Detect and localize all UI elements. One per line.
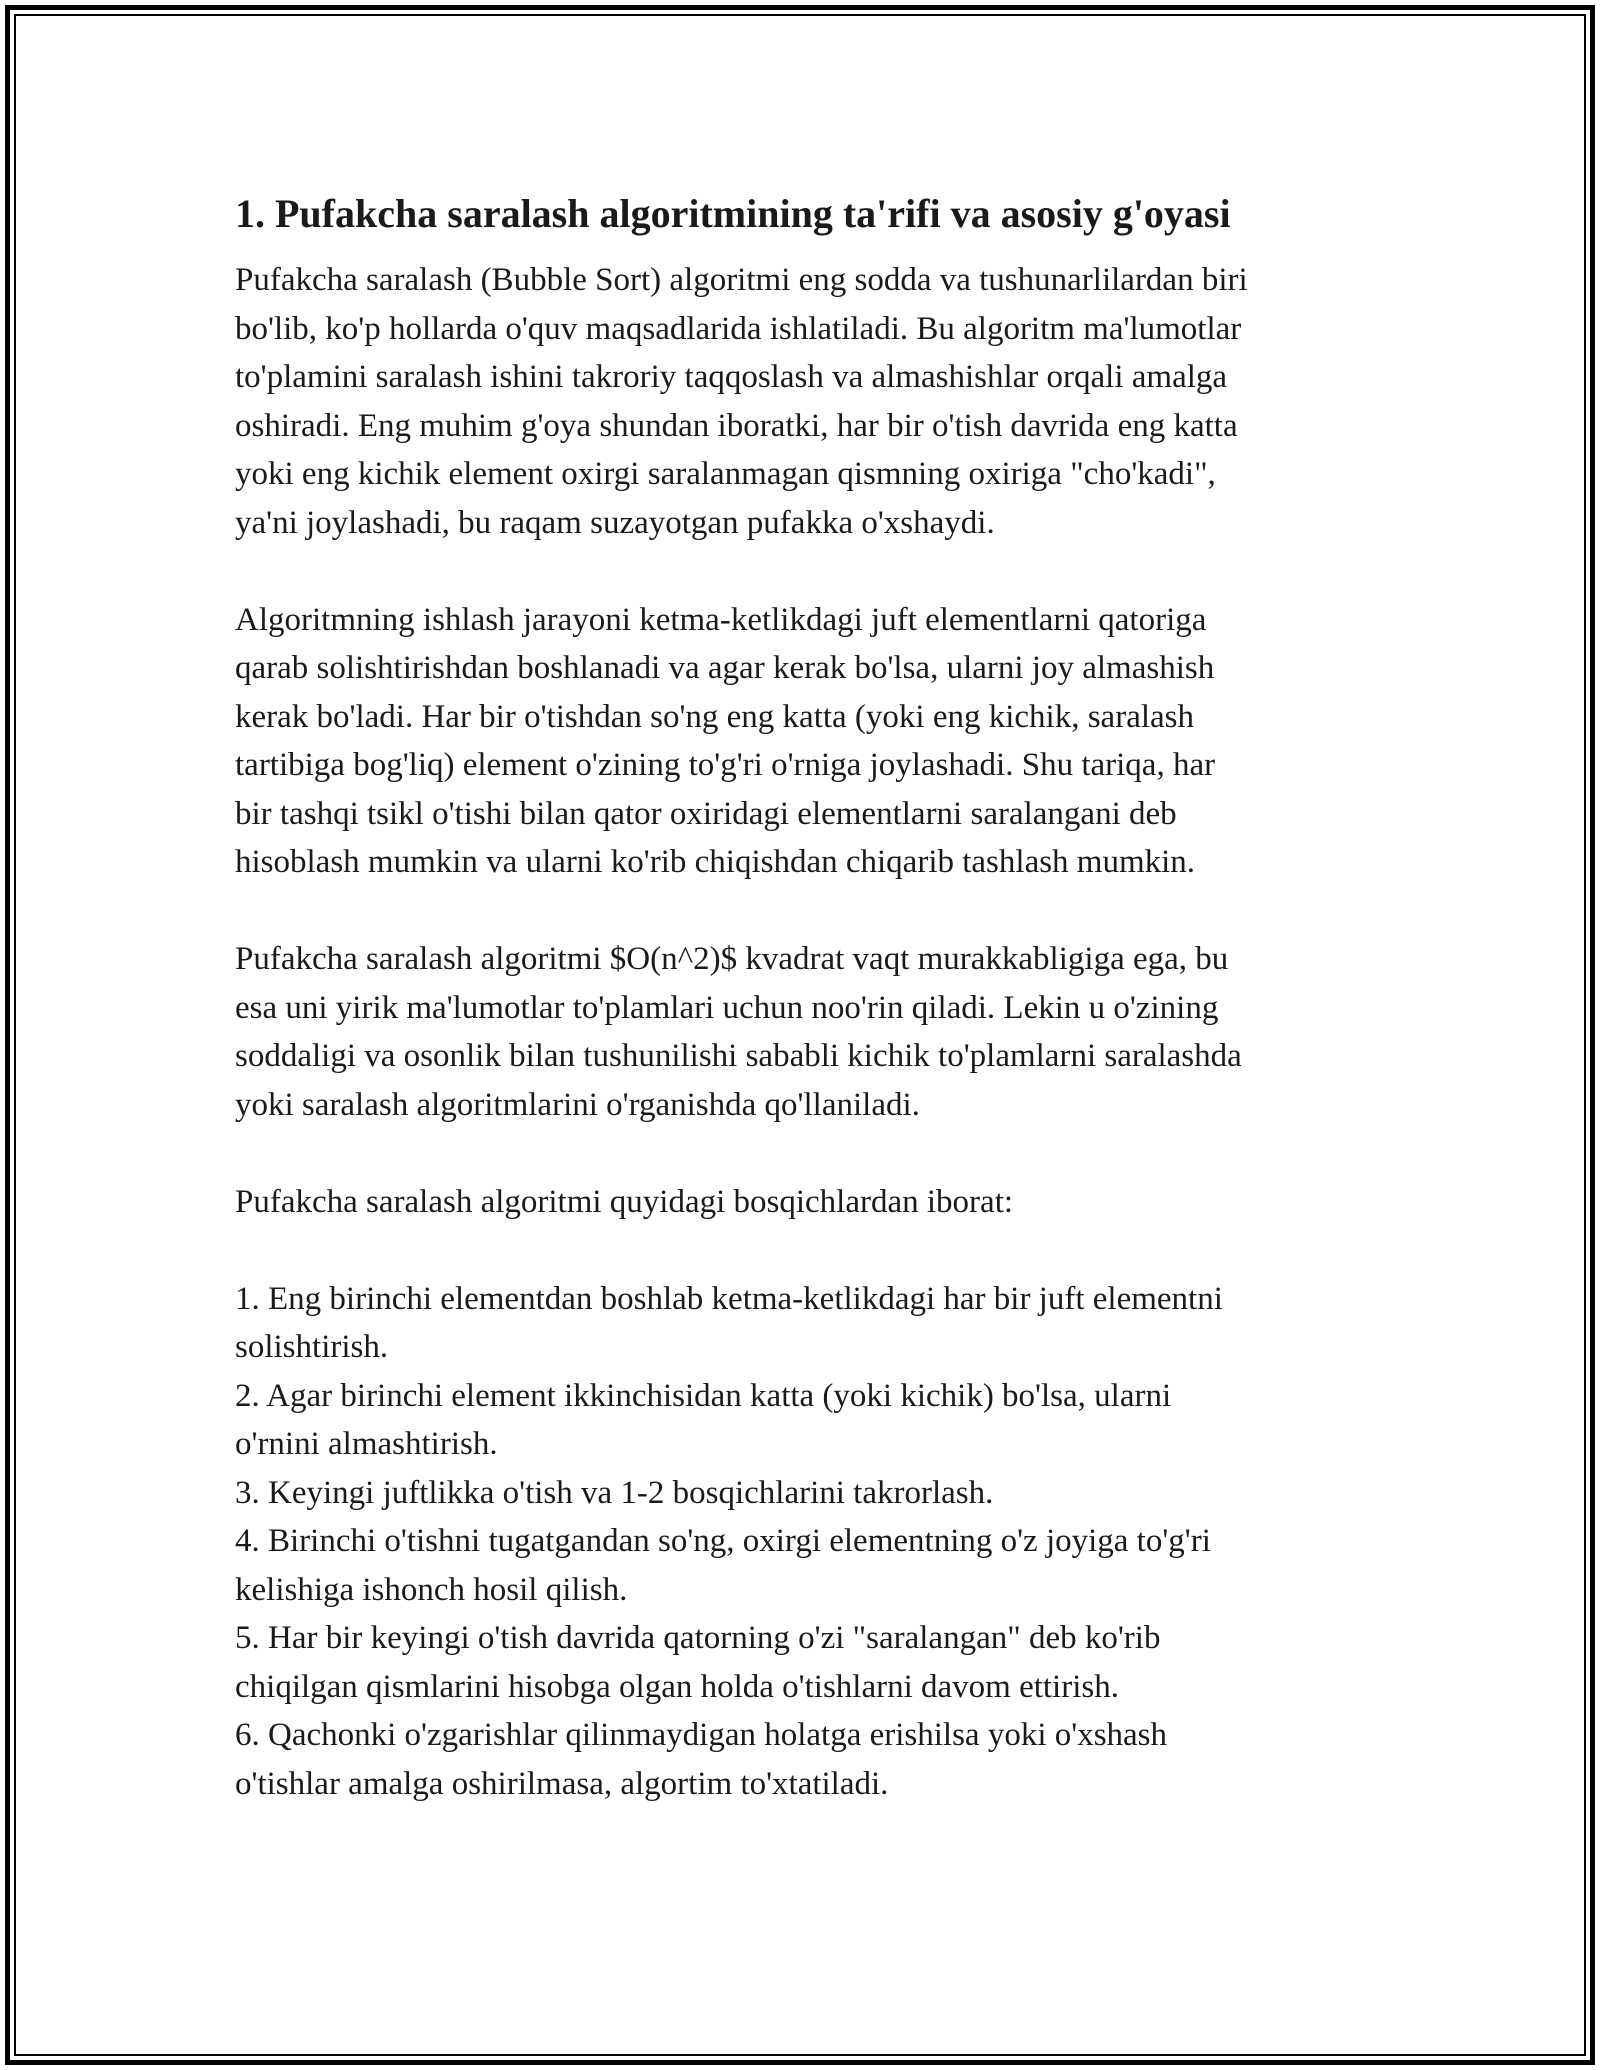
text-line: Pufakcha saralash (Bubble Sort) algoritmi eng sodda va tushunarlilardan biri xyxy=(235,262,1248,298)
text-line: bo'lib, ko'p hollarda o'quv maqsadlarida ishlatiladi. Bu algoritm ma'lumotlar xyxy=(235,310,1242,347)
text-line: bir tashqi tsikl o'tishi bilan qator oxiridagi elementlarni saralangani deb xyxy=(235,795,1177,832)
document-body xyxy=(235,186,1375,1808)
text-line: oshiradi. Eng muhim g'oya shundan iboratki, har bir o'tish davrida eng katta xyxy=(235,407,1238,444)
list-item: 1. Eng birinchi elementdan boshlab ketma-ketlikdagi har bir juft elementni xyxy=(235,1280,1223,1317)
text-line: esa uni yirik ma'lumotlar to'plamlari uchun noo'rin qiladi. Lekin u o'zining xyxy=(235,989,1219,1026)
list-item: o'rnini almashtirish. xyxy=(235,1426,498,1462)
text-line: hisoblash mumkin va ularni ko'rib chiqishdan chiqarib tashlash mumkin. xyxy=(235,844,1196,880)
text-line: yoki eng kichik element oxirgi saralanmagan qismning oxiriga "cho'kadi", xyxy=(235,456,1216,492)
list-item: chiqilgan qismlarini hisobga olgan holda o'tishlarni davom ettirish. xyxy=(235,1668,1119,1705)
list-item: 5. Har bir keyingi o'tish davrida qatorning o'zi "saralangan" deb ko'rib xyxy=(235,1620,1161,1656)
section-heading: 1. Pufakcha saralash algoritmining ta'rifi va asosiy g'oyasi xyxy=(235,191,1231,236)
steps-list xyxy=(235,1275,1375,1809)
list-item: 3. Keyingi juftlikka o'tish va 1-2 bosqichlarini takrorlash. xyxy=(235,1474,994,1511)
text-line: ya'ni joylashadi, bu raqam suzayotgan pufakka o'xshaydi. xyxy=(235,504,995,541)
list-item: kelishiga ishonch hosil qilish. xyxy=(235,1571,628,1608)
text-line: qarab solishtirishdan boshlanadi va agar kerak bo'lsa, ularni joy almashish xyxy=(235,650,1215,686)
text-line: soddaligi va osonlik bilan tushunilishi sababli kichik to'plamlarni saralashda xyxy=(235,1038,1242,1074)
text-line: Algoritmning ishlash jarayoni ketma-ketlikdagi juft elementlarni qatoriga xyxy=(235,601,1207,638)
list-item: 4. Birinchi o'tishni tugatgandan so'ng, oxirgi elementning o'z joyiga to'g'ri xyxy=(235,1523,1211,1559)
text-line: Pufakcha saralash algoritmi $O(n^2)$ kvadrat vaqt murakkabligiga ega, bu xyxy=(235,941,1229,977)
paragraph-process xyxy=(235,596,1375,887)
text-line: tartibiga bog'liq) element o'zining to'g'ri o'rniga joylashadi. Shu tariqa, har xyxy=(235,747,1216,783)
list-item: solishtirish. xyxy=(235,1329,389,1365)
text-line: kerak bo'ladi. Har bir o'tishdan so'ng eng katta (yoki eng kichik, saralash xyxy=(235,698,1194,735)
paragraph-definition xyxy=(235,256,1375,547)
text-line: to'plamini saralash ishini takroriy taqqoslash va almashishlar orqali amalga xyxy=(235,359,1228,395)
paragraph-steps-intro xyxy=(235,1178,1375,1227)
text-line: yoki saralash algoritmlarini o'rganishda qo'llaniladi. xyxy=(235,1086,920,1123)
text-line: Pufakcha saralash algoritmi quyidagi bosqichlardan iborat: xyxy=(235,1183,1014,1220)
list-item: o'tishlar amalga oshirilmasa, algortim to'xtatiladi. xyxy=(235,1765,889,1802)
paragraph-complexity xyxy=(235,935,1375,1129)
list-item: 6. Qachonki o'zgarishlar qilinmaydigan holatga erishilsa yoki o'xshash xyxy=(235,1717,1168,1753)
list-item: 2. Agar birinchi element ikkinchisidan katta (yoki kichik) bo'lsa, ularni xyxy=(235,1377,1172,1414)
